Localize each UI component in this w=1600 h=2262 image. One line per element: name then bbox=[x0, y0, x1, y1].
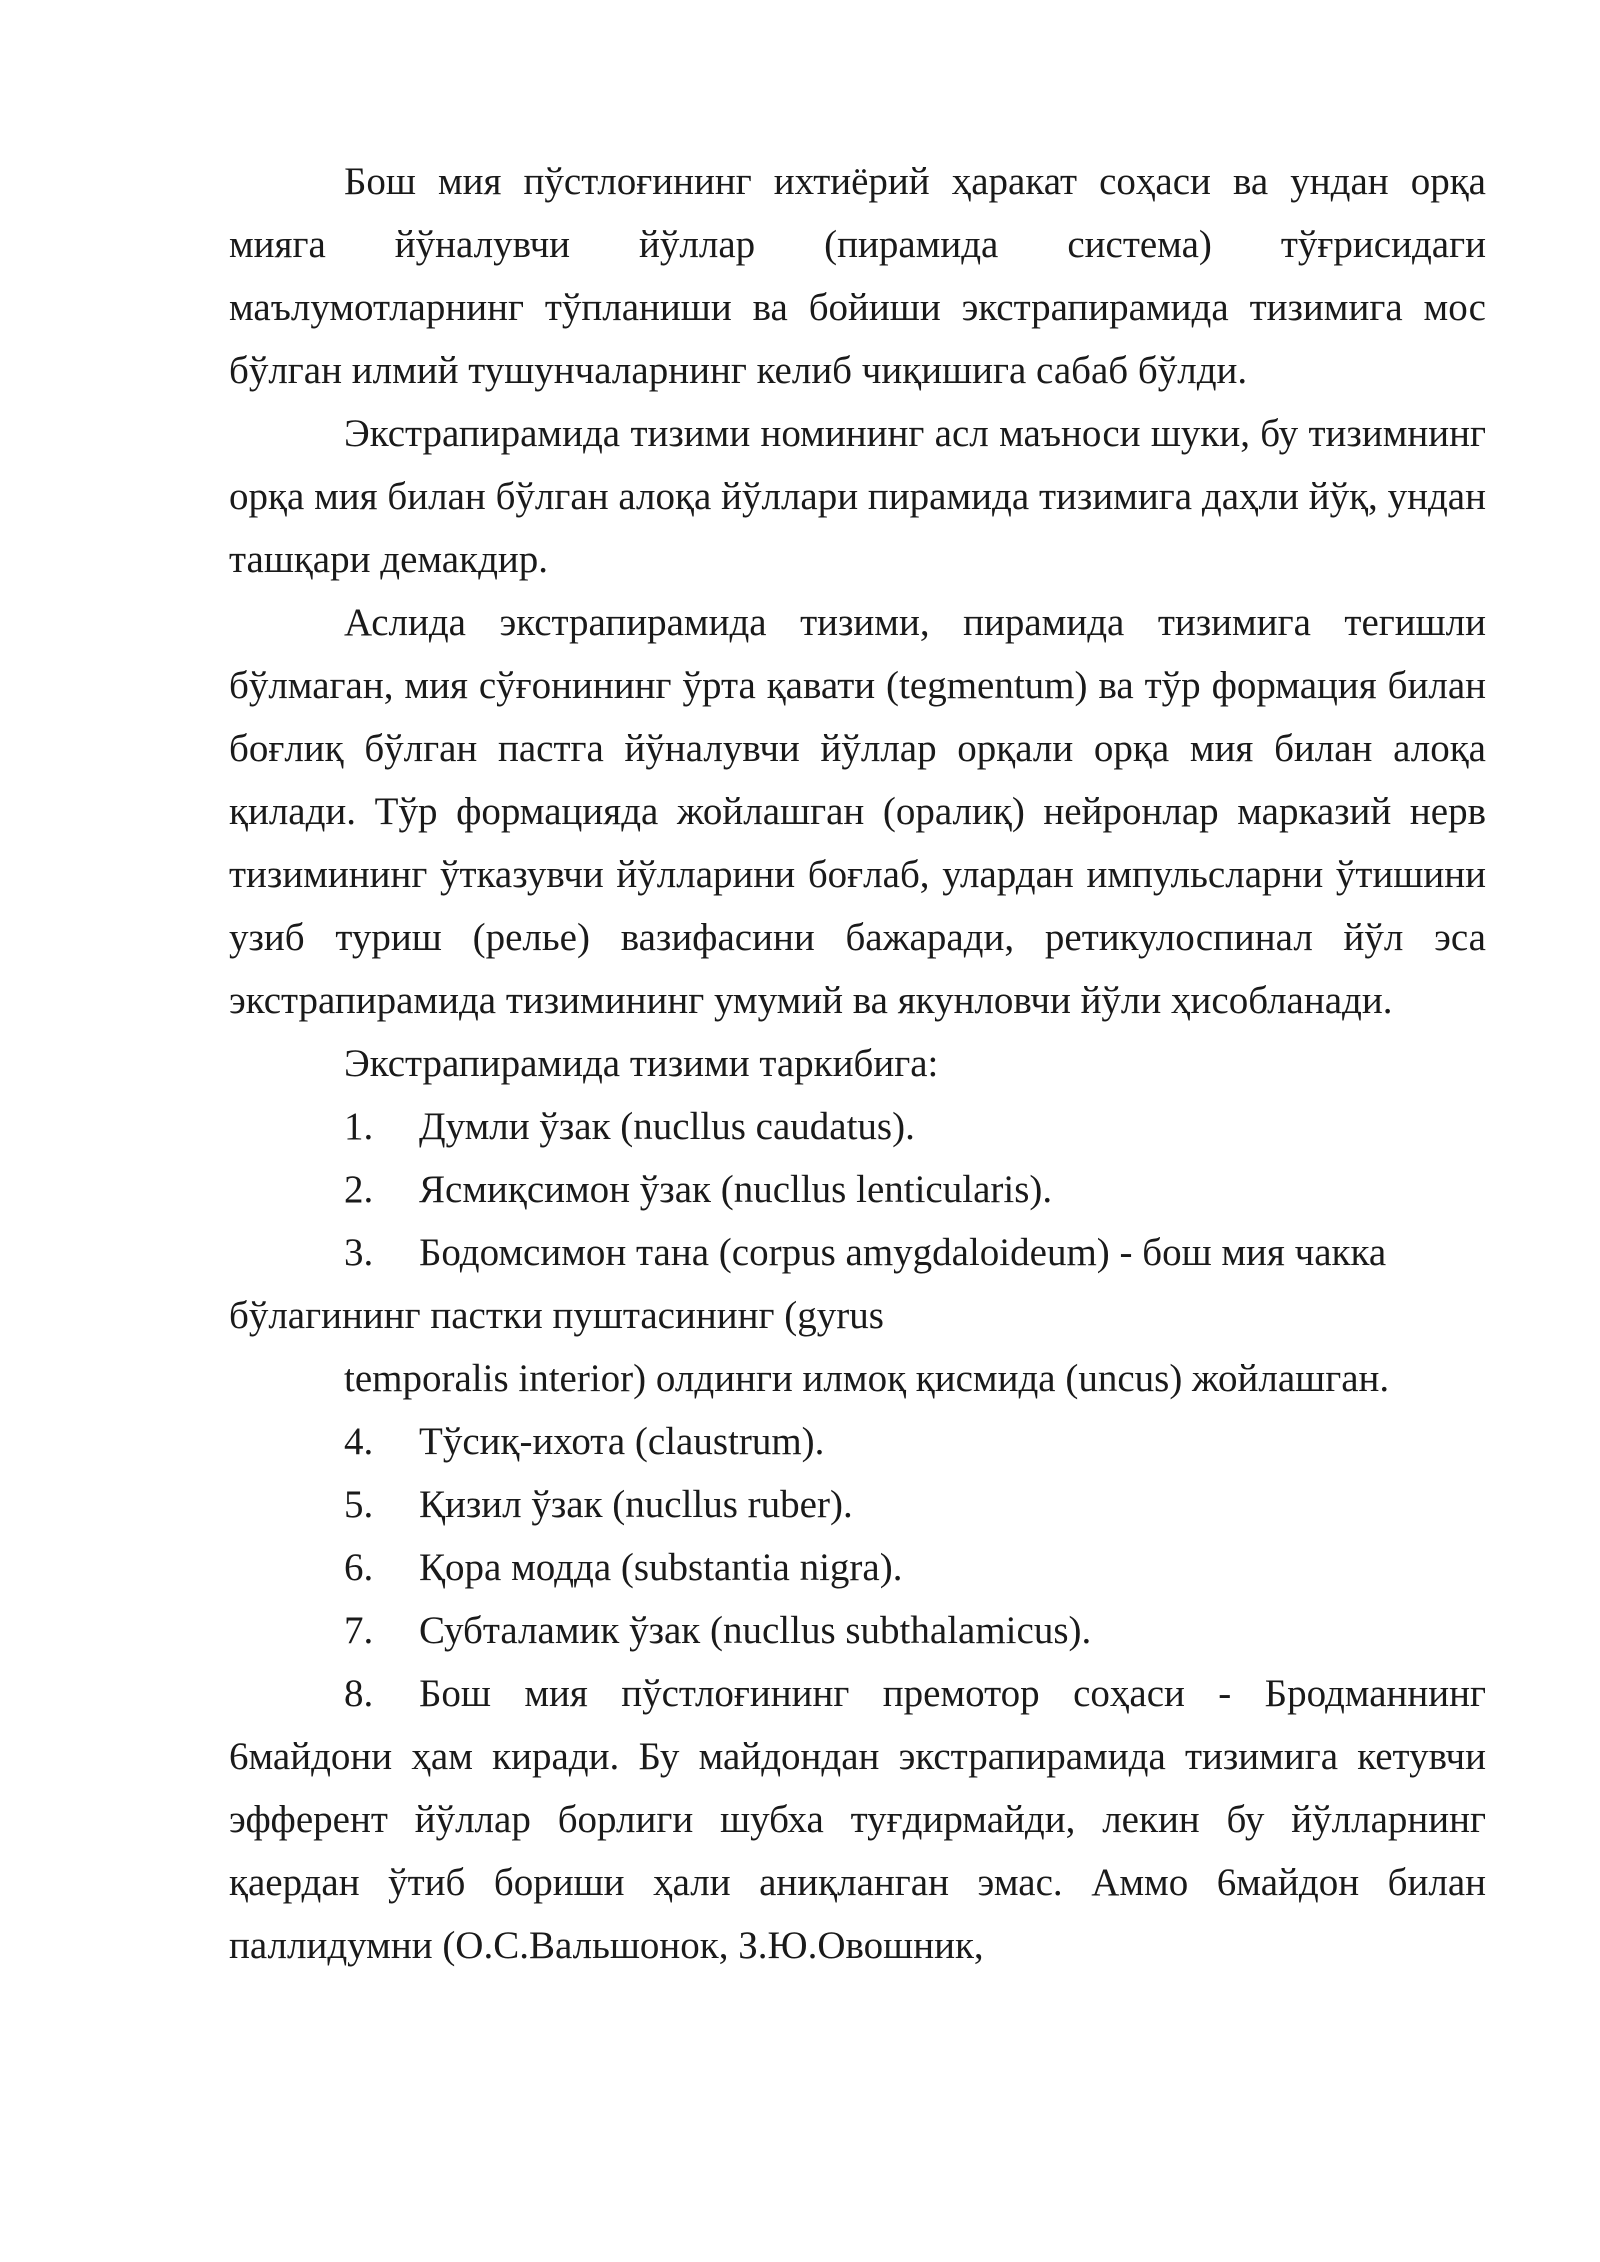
list-item-3-continuation: temporalis interior) олдинги илмоқ қисмида (uncus) жойлашган. bbox=[344, 1357, 1390, 1400]
list-item-1 bbox=[229, 1095, 1486, 1158]
list-number: 3. bbox=[344, 1231, 374, 1274]
list-item-5 bbox=[229, 1473, 1486, 1536]
list-text: Қора модда (substantia nigra). bbox=[419, 1546, 903, 1589]
list-text: Қизил ўзак (nucllus ruber). bbox=[419, 1483, 853, 1526]
list-item-3 bbox=[229, 1221, 1486, 1347]
document-page bbox=[229, 150, 1486, 1977]
list-number: 8. bbox=[344, 1672, 374, 1715]
paragraph-3: Аслида экстрапирамида тизими, пирамида тизимига тегишли бўлмаган, мия сўғонининг ўрта қавати (tegmentum) ва тўр формация билан боғлиқ бўлган пастга йўналувчи йўллар орқали орқа мия билан алоқа қилади. Тўр формацияда жойлашган (оралиқ) нейронлар марказий нерв тизимининг ўтказувчи йўлларини боғлаб, улардан импульсларни ўтишини узиб туриш (релье) вазифасини бажаради, ретикулоспинал йўл эса экстрапирамида тизимининг умумий ва якунловчи йўли ҳисобланади. bbox=[229, 601, 1486, 1022]
list-item-6 bbox=[229, 1536, 1486, 1599]
list-item-7 bbox=[229, 1599, 1486, 1662]
list-number: 7. bbox=[344, 1609, 374, 1652]
paragraph-1: Бош мия пўстлоғининг ихтиёрий ҳаракат соҳаси ва ундан орқа мияга йўналувчи йўллар (пирамида система) тўғрисидаги маълумотларнинг тўпланиши ва бойиши экстрапирамида тизимига мос бўлган илмий тушунчаларнинг келиб чиқишига сабаб бўлди. bbox=[229, 160, 1486, 392]
paragraph-2: Экстрапирамида тизими номининг асл маъноси шуки, бу тизимнинг орқа мия билан бўлган алоқа йўллари пирамида тизимига даҳли йўқ, ундан ташқари демакдир. bbox=[229, 412, 1486, 581]
list-number: 5. bbox=[344, 1483, 374, 1526]
list-item-2 bbox=[229, 1158, 1486, 1221]
list-intro: Экстрапирамида тизими таркибига: bbox=[344, 1042, 939, 1085]
list-text: Бодомсимон тана (corpus amygdaloideum) - бош мия чакка бўлагининг пастки пуштасининг (gyrus bbox=[229, 1231, 1387, 1337]
list-number: 1. bbox=[344, 1105, 374, 1148]
list-text: Тўсиқ-ихота (claustrum). bbox=[419, 1420, 825, 1463]
list-text: Ясмиқсимон ўзак (nucllus lenticularis). bbox=[419, 1168, 1053, 1211]
list-text: Бош мия пўстлоғининг премотор соҳаси - Бродманнинг 6майдони ҳам киради. Бу майдондан экстрапирамида тизимига кетувчи эфферент йўллар борлиги шубха туғдирмайди, лекин бу йўлларнинг қаердан ўтиб бориши ҳали аниқланган эмас. Аммо 6майдон билан паллидумни (О.С.Вальшонок, З.Ю.Овошник, bbox=[229, 1672, 1486, 1967]
list-item-4 bbox=[229, 1410, 1486, 1473]
list-number: 6. bbox=[344, 1546, 374, 1589]
list-text: Субталамик ўзак (nucllus subthalamicus). bbox=[419, 1609, 1092, 1652]
component-list bbox=[229, 1095, 1486, 1977]
list-text: Думли ўзак (nucllus caudatus). bbox=[419, 1105, 915, 1148]
list-number: 4. bbox=[344, 1420, 374, 1463]
list-number: 2. bbox=[344, 1168, 374, 1211]
list-item-8 bbox=[229, 1662, 1486, 1977]
